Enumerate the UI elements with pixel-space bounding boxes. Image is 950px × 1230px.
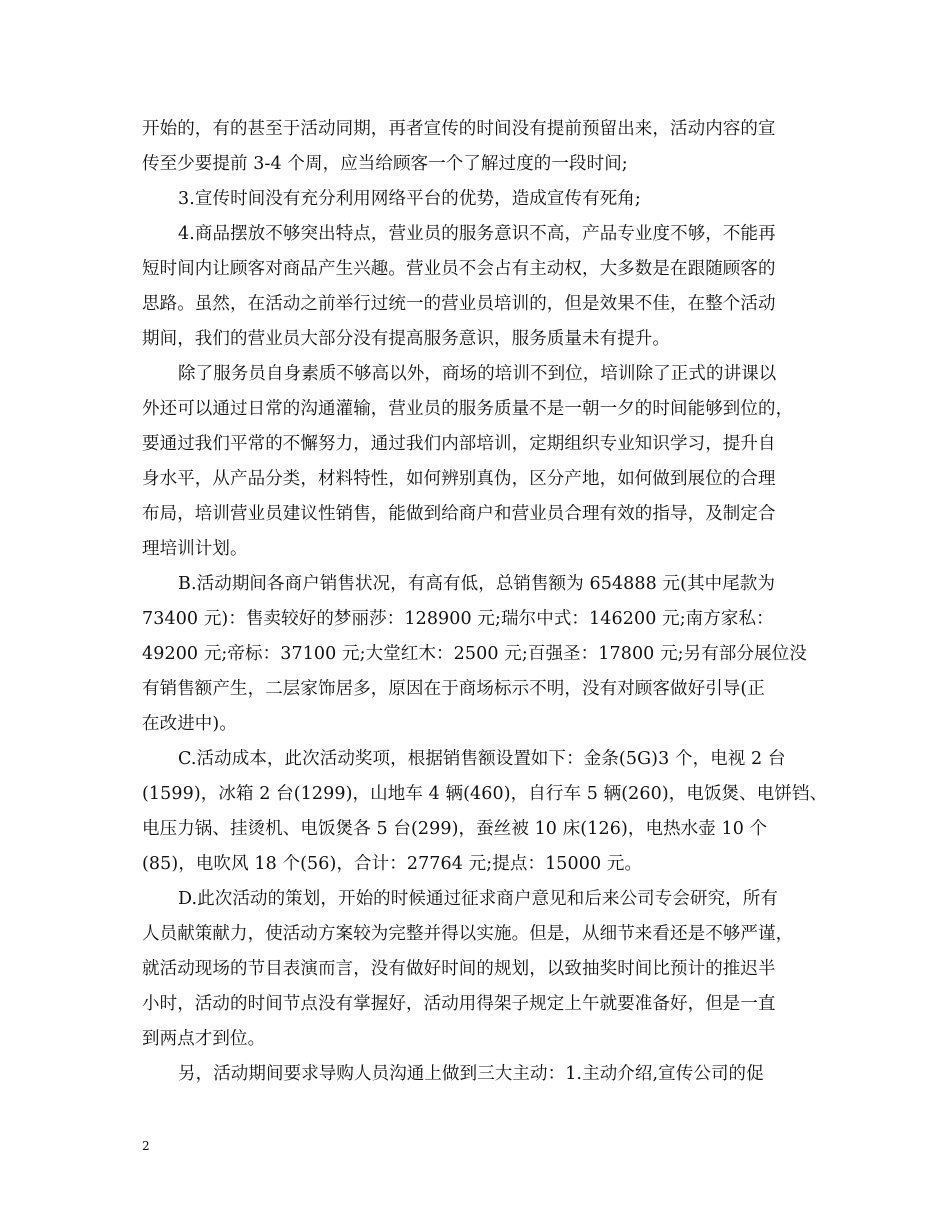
text-line: 短时间内让顾客对商品产生兴趣。营业员不会占有主动权，大多数是在跟随顾客的 [142,259,776,279]
text-line: 到两点才到位。 [142,1029,266,1049]
text-line: 开始的，有的甚至于活动同期，再者宣传的时间没有提前预留出来，活动内容的宣 [142,119,776,139]
text-line: 小时，活动的时间节点没有掌握好，活动用得架子规定上午就要准备好，但是一直 [142,994,776,1014]
text-line: 传至少要提前 3-4 个周，应当给顾客一个了解过度的一段时间; [142,154,628,174]
body-text [142,112,828,1092]
text-line: 布局，培训营业员建议性销售，能做到给商户和营业员合理有效的指导，及制定合 [142,504,776,524]
text-line: 3.宣传时间没有充分利用网络平台的优势，造成宣传有死角; [178,189,641,209]
text-line: 思路。虽然，在活动之前举行过统一的营业员培训的，但是效果不佳，在整个活动 [142,294,776,314]
text-line: 73400 元)：售卖较好的梦丽莎：128900 元;瑞尔中式：146200 元;南方家私： [142,609,774,629]
text-line: C.活动成本，此次活动奖项，根据销售额设置如下：金条(5G)3 个，电视 2 台 [178,749,786,769]
text-line: 人员献策献力，使活动方案较为完整并得以实施。但是，从细节来看还是不够严谨， [142,924,794,944]
text-line: 就活动现场的节目表演而言，没有做好时间的规划，以致抽奖时间比预计的推迟半 [142,959,776,979]
text-line: (1599)，冰箱 2 台(1299)，山地车 4 辆(460)，自行车 5 辆(260)，电饭煲、电饼铛、 [142,784,828,804]
text-line: 除了服务员自身素质不够高以外，商场的培训不到位，培训除了正式的讲课以 [178,364,777,384]
text-line: 电压力锅、挂烫机、电饭煲各 5 台(299)，蚕丝被 10 床(126)，电热水壶 10 个 [142,819,768,839]
text-line: 在改进中)。 [142,714,237,734]
text-line: 要通过我们平常的不懈努力，通过我们内部培训，定期组织专业知识学习，提升自 [142,434,776,454]
text-line: D.此次活动的策划，开始的时候通过征求商户意见和后来公司专会研究，所有 [178,889,778,909]
text-line: (85)，电吹风 18 个(56)，合计：27764 元;提点：15000 元。 [142,854,643,874]
text-line: 理培训计划。 [142,539,248,559]
text-line: 49200 元;帝标：37100 元;大堂红木：2500 元;百强圣：17800 元;另有部分展位没 [142,644,807,664]
text-line: 4.商品摆放不够突出特点，营业员的服务意识不高，产品专业度不够，不能再 [178,224,776,244]
text-line: B.活动期间各商户销售状况，有高有低，总销售额为 654888 元(其中尾款为 [178,574,776,594]
text-line: 期间，我们的营业员大部分没有提高服务意识，服务质量未有提升。 [142,329,670,349]
text-line: 外还可以通过日常的沟通灌输，营业员的服务质量不是一朝一夕的时间能够到位的， [142,399,794,419]
text-line: 身水平，从产品分类，材料特性，如何辨别真伪，区分产地，如何做到展位的合理 [142,469,776,489]
page-number: 2 [142,1139,150,1153]
text-line: 另，活动期间要求导购人员沟通上做到三大主动：1.主动介绍,宣传公司的促 [178,1064,764,1084]
text-line: 有销售额产生，二层家饰居多，原因在于商场标示不明，没有对顾客做好引导(正 [142,679,765,699]
